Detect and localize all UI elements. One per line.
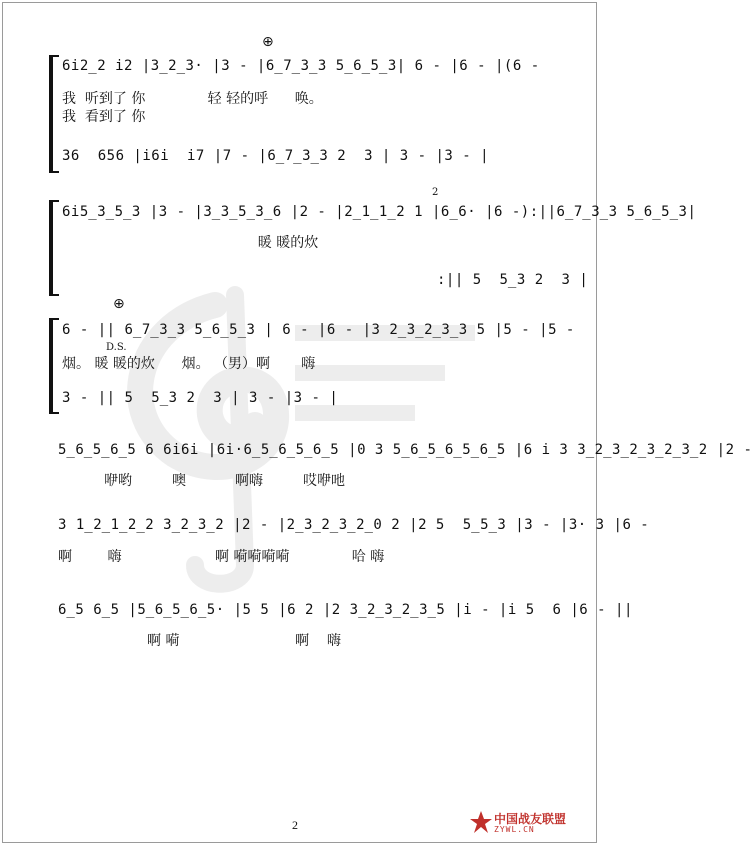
system-1-melody [0, 58, 601, 82]
lyric-row: 啊 嗨 啊 嗬嗬嗬嗬 哈 嗨 [58, 549, 385, 565]
notes-row: 5̲6̲5̲6̲5 6 6i6i |6i·6̲5̲6̲5̲6̲5 |0 3 5̲6̲5̲6̲5̲6̲5 |6 i 3 3̲2̲3̲2̲3̲2̲3̲2 |2 - [58, 442, 752, 458]
logo-name: 中国战友联盟 [494, 812, 567, 826]
lyric-row: 我 听到了 你 轻 轻的呼 唤。 [62, 91, 323, 107]
star-logo-icon [470, 810, 492, 834]
ds-marking: D.S. [106, 342, 127, 353]
system-6-melody [0, 602, 633, 626]
system-2-melody [0, 204, 697, 228]
site-logo [470, 810, 588, 836]
notes-row: 6i5̲3̲5̲3 |3 - |3̲3̲5̲3̲6 |2 - |2̲1̲1̲2 1 |6̲6· |6 -):||6̲7̲3̲3 5̲6̲5̲3| [62, 204, 697, 220]
lyric-row: 啊 嗬 啊 嗨 [58, 633, 341, 649]
notes-row: 36 656 |i6i i7 |7 - |6̲7̲3̲3 2 3 | 3 - |3 - | [62, 148, 490, 164]
lyric-row: 烟。 暖 暖的炊 烟。 （男）啊 嗨 [62, 356, 316, 372]
notes-row: 6 - || 6̲7̲3̲3 5̲6̲5̲3 | 6 - |6 - |3 2̲3̲2̲3̲3 5 |5 - |5 - [62, 322, 575, 338]
system-2-harmony [0, 272, 601, 296]
lyric-row: 暖 暖的炊 [62, 235, 319, 251]
lyric-row: 咿哟 噢 啊嗨 哎咿吔 [104, 473, 346, 489]
lyric-row: 我 看到了 你 [62, 109, 146, 125]
system-4-melody [0, 442, 752, 466]
notes-row: 3 - || 5 5̲3 2 3 | 3 - |3 - | [62, 390, 339, 406]
page-number: 2 [292, 818, 298, 832]
volta-label: 2 [432, 187, 439, 198]
system-1-harmony [0, 148, 601, 172]
notes-row: 6i2̲2 i2 |3̲2̲3· |3 - |6̲7̲3̲3 5̲6̲5̲3| 6 - |6 - |(6 - [62, 58, 540, 74]
logo-url: ZYWL.CN [494, 825, 535, 834]
notes-row: 3 1̲2̲1̲2̲2 3̲2̲3̲2 |2 - |2̲3̲2̲3̲2̲0 2 |2 5 5̲5̲3 |3 - |3· 3 |6 - [58, 517, 650, 533]
system-3-melody [0, 322, 601, 346]
segno-icon: ⊕ [262, 34, 274, 50]
system-3-harmony [0, 390, 601, 414]
segno-icon: ⊕ [113, 296, 125, 312]
system-5-melody [0, 517, 650, 541]
notes-row: 6̲5 6̲5 |5̲6̲5̲6̲5· |5 5 |6 2 |2 3̲2̲3̲2̲3̲5 |i - |i 5 6 |6 - || [58, 602, 633, 618]
notes-row: :|| 5 5̲3 2 3 | [62, 272, 589, 288]
